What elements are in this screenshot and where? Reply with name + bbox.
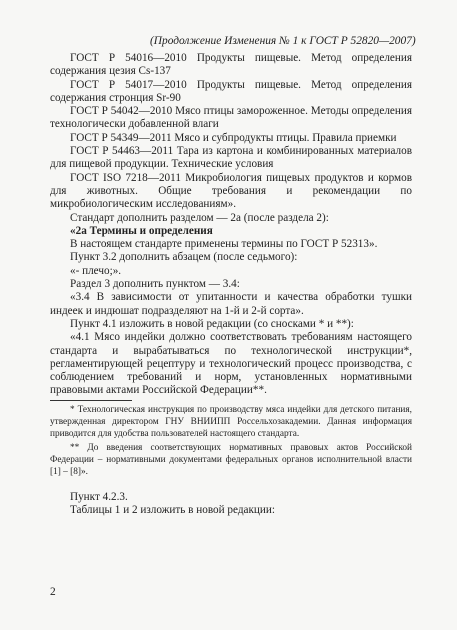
paragraph: Пункт 4.1 изложить в новой редакции (со сносками * и **): [70, 317, 354, 330]
paragraph: ГОСТ ISO 7218—2011 Микробиология пищевых продуктов и кормов для животных. Общие требования и рекомендации по микробиологическим исследованиям». [50, 171, 412, 211]
paragraph: «- плечо;». [70, 264, 122, 277]
footnote-text: * Технологическая инструкция по производству мяса индейки для детского питания, утвержденная директором ГНУ ВНИИПП Россельхозакадемии. Данная информация приводится для удобства пользователей настоящего стандарта. [50, 405, 412, 439]
paragraph: «3.4 В зависимости от упитанности и качества обработки тушки индеек и индюшат подразделяют на 1-й и 2-й сорта». [50, 291, 412, 317]
paragraph: В настоящем стандарте применены термины по ГОСТ Р 52313». [70, 238, 378, 251]
page-header: (Продолжение Изменения № 1 к ГОСТ Р 52820—2007) [150, 35, 416, 47]
body-text [50, 52, 412, 398]
paragraph: «4.1 Мясо индейки должно соответствовать требованиям настоящего стандарта и вырабатываться по технологической инструкции*, регламентирующей рецептуру и технологический процесс производства, с соблюдением требований и норм, установленных нормативными правовыми актами Российской Федерации**. [50, 331, 412, 397]
paragraph: Стандарт дополнить разделом — 2а (после раздела 2): [70, 211, 329, 224]
footnote-text: ** До введения соответствующих нормативных правовых актов Российской Федерации – нормативными документами федеральных органов исполнительной власти [1] – [8]». [50, 443, 412, 477]
footnote-separator [50, 400, 132, 401]
paragraph: Пункт 4.2.3. [70, 491, 128, 503]
paragraph: Таблицы 1 и 2 изложить в новой редакции: [70, 504, 275, 517]
section-heading: «2а Термины и определения [70, 224, 213, 237]
paragraph: ГОСТ Р 54017—2010 Продукты пищевые. Метод определения содержания стронция Sr-90 [50, 78, 412, 104]
paragraph: ГОСТ Р 54016—2010 Продукты пищевые. Метод определения содержания цезия Cs-137 [50, 52, 412, 78]
paragraph: ГОСТ Р 54463—2011 Тара из картона и комбинированных материалов для пищевой продукции. Технические условия [50, 145, 412, 171]
footnote [50, 443, 412, 478]
paragraph: Пункт 3.2 дополнить абзацем (после седьмого): [70, 251, 298, 264]
body-text-continued [50, 491, 412, 518]
footnote [50, 405, 412, 440]
paragraph: ГОСТ Р 54042—2010 Мясо птицы замороженное. Методы определения технологически добавленной влаги [50, 105, 412, 131]
page-number: 2 [50, 586, 56, 598]
paragraph: Раздел 3 дополнить пунктом — 3.4: [70, 278, 240, 291]
paragraph: ГОСТ Р 54349—2011 Мясо и субпродукты птицы. Правила приемки [70, 131, 397, 144]
